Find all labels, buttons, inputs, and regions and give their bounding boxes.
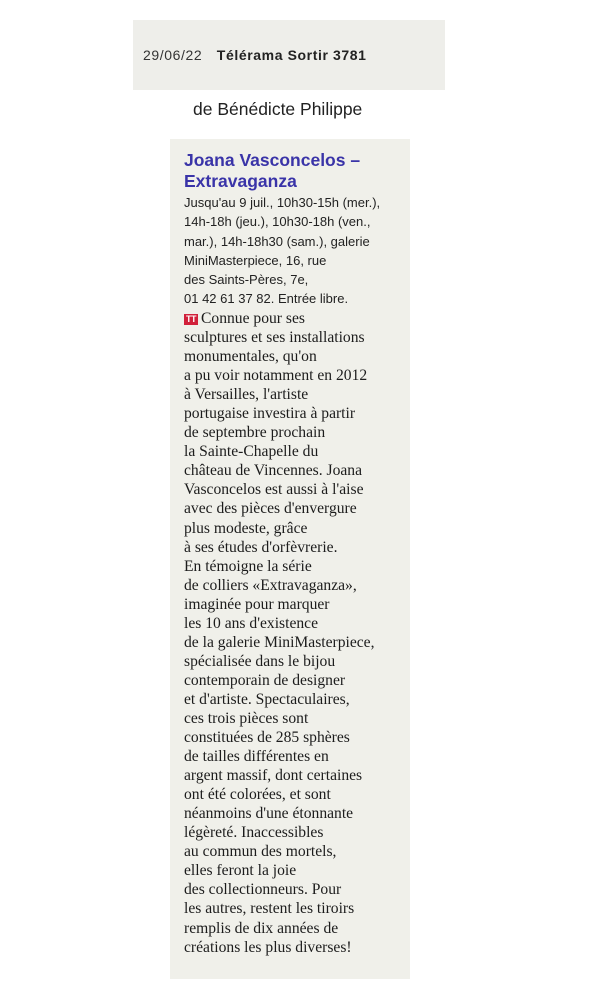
body-line-text: Connue pour ses xyxy=(201,310,305,327)
info-line: des Saints-Pères, 7e, xyxy=(184,272,309,288)
publication-date: 29/06/22 xyxy=(143,47,203,63)
body-line: à ses études d'orfèvrerie. xyxy=(184,538,338,556)
article-title xyxy=(184,150,404,192)
title-line: Extravaganza xyxy=(184,171,297,191)
body-line: ont été colorées, et sont xyxy=(184,786,331,804)
body-line: au commun des mortels, xyxy=(184,843,337,861)
body-line: a pu voir notamment en 2012 xyxy=(184,367,368,385)
body-line: de colliers «Extravaganza», xyxy=(184,576,357,594)
body-line: remplis de dix années de xyxy=(184,919,339,937)
body-line: château de Vincennes. Joana xyxy=(184,462,363,480)
info-line: 01 42 61 37 82. Entrée libre. xyxy=(184,291,349,307)
body-line: contemporain de designer xyxy=(184,671,346,689)
body-line: constituées de 285 sphères xyxy=(184,729,350,747)
body-line: les 10 ans d'existence xyxy=(184,614,319,632)
body-line: En témoigne la série xyxy=(184,557,312,575)
body-line: sculptures et ses installations xyxy=(184,329,365,347)
body-line: créations les plus diverses! xyxy=(184,938,352,956)
article-body xyxy=(184,309,406,957)
body-line: à Versailles, l'artiste xyxy=(184,386,309,404)
byline: de Bénédicte Philippe xyxy=(193,99,363,119)
body-line: néanmoins d'une étonnante xyxy=(184,805,354,823)
info-line: mar.), 14h-18h30 (sam.), galerie xyxy=(184,233,370,249)
body-line: argent massif, dont certaines xyxy=(184,767,363,785)
info-line: 14h-18h (jeu.), 10h30-18h (ven., xyxy=(184,214,371,230)
body-line: des collectionneurs. Pour xyxy=(184,881,342,899)
info-line: Jusqu'au 9 juil., 10h30-15h (mer.), xyxy=(184,195,381,210)
body-line: et d'artiste. Spectaculaires, xyxy=(184,690,350,708)
body-line: monumentales, qu'on xyxy=(184,348,317,366)
body-line: imaginée pour marquer xyxy=(184,595,330,613)
body-line: Vasconcelos est aussi à l'aise xyxy=(184,481,364,499)
publication-name: Télérama Sortir 3781 xyxy=(216,47,367,63)
body-line: spécialisée dans le bijou xyxy=(184,652,336,670)
header xyxy=(143,47,367,63)
body-line: portugaise investira à partir xyxy=(184,405,356,423)
body-line: les autres, restent les tiroirs xyxy=(184,900,355,918)
event-info xyxy=(184,193,406,309)
body-line: avec des pièces d'envergure xyxy=(184,500,357,518)
body-line: plus modeste, grâce xyxy=(184,519,308,537)
body-line xyxy=(184,309,406,328)
body-line: de la galerie MiniMasterpiece, xyxy=(184,633,375,651)
body-line: elles feront la joie xyxy=(184,862,297,880)
body-line: de tailles différentes en xyxy=(184,748,329,766)
title-line: Joana Vasconcelos – xyxy=(184,150,361,170)
body-line: ces trois pièces sont xyxy=(184,709,309,727)
info-line: MiniMasterpiece, 16, rue xyxy=(184,252,327,268)
body-line: légèreté. Inaccessibles xyxy=(184,824,324,842)
rating-badge: TT xyxy=(186,314,196,324)
body-line: de septembre prochain xyxy=(184,424,326,442)
body-line: la Sainte-Chapelle du xyxy=(184,443,319,461)
